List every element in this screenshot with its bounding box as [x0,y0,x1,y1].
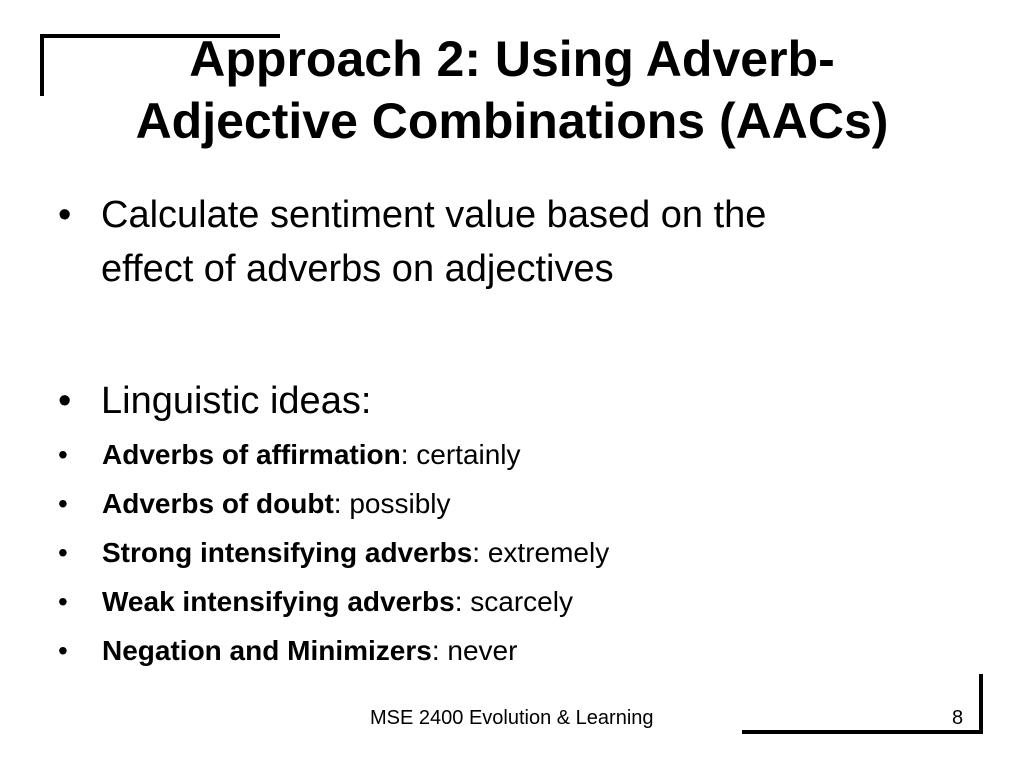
sub-bullet-term: Adverbs of doubt [102,488,334,519]
bullet-text-line-1: Calculate sentiment value based on the [101,194,767,236]
bullet-icon: • [58,439,68,470]
sub-bullet-example: : certainly [400,439,521,470]
sub-bullet-text [102,438,942,472]
sub-bullet-example: : never [431,635,518,666]
slide-number: 8 [952,707,964,729]
slide-title-line-1: Approach 2: Using Adverb- [189,31,835,87]
corner-bracket-bottom-right [742,730,983,734]
bullet-icon: • [58,488,68,519]
bullet-icon: • [58,635,68,666]
sub-bullet-example: : scarcely [454,586,573,617]
slide-footer: MSE 2400 Evolution & Learning [370,707,654,729]
sub-bullet-term: Negation and Minimizers [102,635,432,666]
sub-bullet-text [102,634,942,668]
sub-bullet-term: Strong intensifying adverbs [102,537,473,568]
slide-title [40,28,984,152]
sub-bullet-text [102,585,942,619]
bullet-text-line-2: effect of adverbs on adjectives [101,248,614,290]
sub-bullet-example: : possibly [333,488,451,519]
sub-bullet-example: : extremely [472,537,610,568]
bullet-icon: • [58,537,68,568]
bullet-text [101,188,941,296]
bullet-icon: • [58,586,68,617]
slide-title-line-2: Adjective Combinations (AACs) [135,93,889,149]
sub-bullet-text [102,487,942,521]
corner-bracket-bottom-right-vertical [979,674,983,734]
bullet-icon: • [58,380,72,422]
sub-bullet-term: Adverbs of affirmation [102,439,401,470]
sub-bullet-term: Weak intensifying adverbs [102,586,455,617]
sub-bullet-text [102,536,942,570]
bullet-text: Linguistic ideas: [101,380,372,422]
bullet-icon: • [58,194,72,236]
